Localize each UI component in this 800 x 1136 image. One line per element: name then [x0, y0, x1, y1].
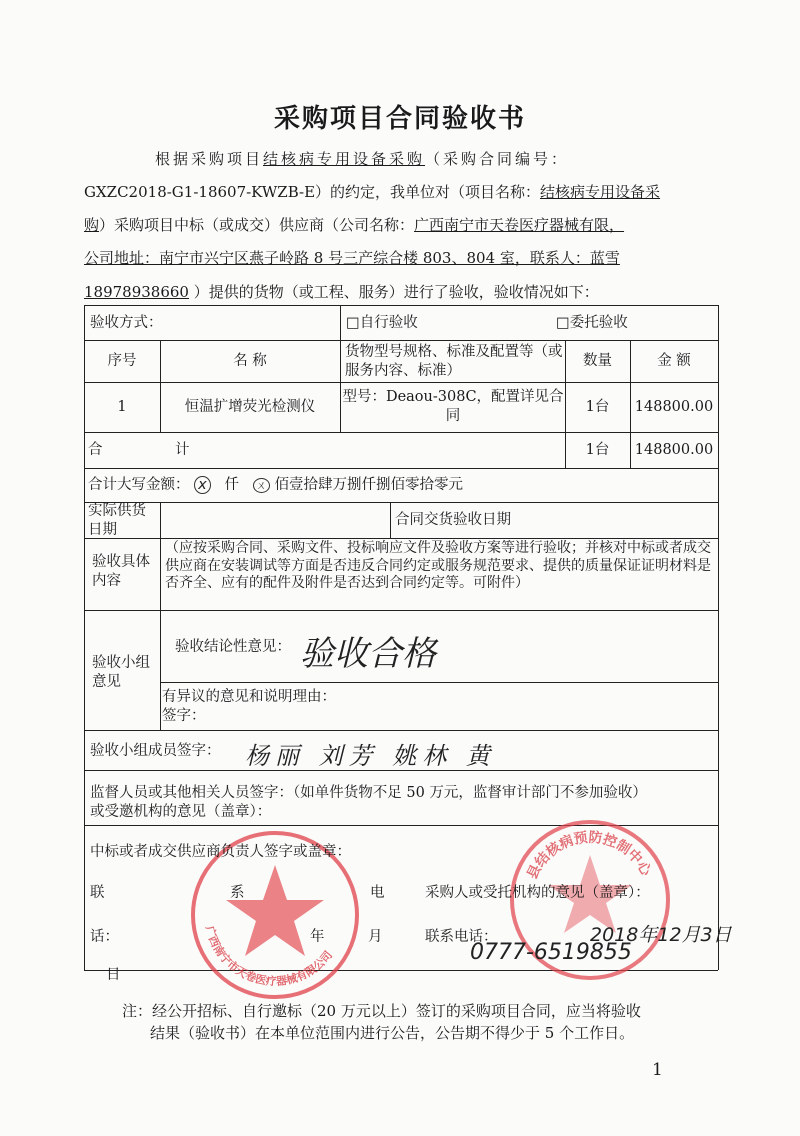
buyer-phone-label: 联系电话：: [425, 929, 498, 945]
page-title: 采购项目合同验收书: [273, 104, 526, 134]
contract-delivery-date-label: 合同交货验收日期: [395, 512, 511, 528]
year-label: 年: [310, 929, 325, 945]
objection-sign-label: 签字：: [162, 708, 206, 724]
row-spec: 型号：Deaou-308C，配置详见合同: [342, 389, 564, 424]
supplier-seal-name: 广西南宁市天卷医疗器械有限公司: [202, 924, 336, 989]
capital-amount: 合计大写金额： x 仟 ㄨ 佰壹拾肆万捌仟捌佰零拾零元: [88, 477, 463, 493]
content-label: 验收具体内容: [92, 554, 150, 589]
row-qty: 1台: [585, 399, 610, 415]
contact-char: 联: [90, 885, 105, 901]
intro-line-4: 公司地址：南宁市兴宁区燕子岭路 8 号三产综合楼 803、804 室，联系人：蓝雪: [84, 249, 620, 267]
intro-line-1: 根据采购项目结核病专用设备采购（采购合同编号：: [155, 150, 570, 168]
supervisor-text: 监督人员或其他相关人员签字：（如单件货物不足 50 万元，监督审计部门不参加验收）: [90, 785, 647, 801]
method-label: 验收方式：: [90, 315, 163, 331]
header-qty: 数量: [583, 353, 612, 369]
buyer-opinion-label: 采购人或受托机构的意见（盖章）：: [425, 885, 650, 901]
row-name: 恒温扩增荧光检测仪: [184, 399, 316, 415]
row-no: 1: [117, 399, 127, 415]
page-number: 1: [652, 1060, 663, 1080]
intro-line-2: GXZC2018-G1-18607-KWZB-E）的约定，我单位对（项目名称：结核病专用设备采: [84, 183, 661, 201]
objection-label: 有异议的意见和说明理由：: [162, 689, 336, 705]
conclusion-handwritten: 验收合格: [300, 634, 436, 674]
group-opinion-label: 验收小组意见: [92, 655, 150, 690]
header-no: 序号: [107, 353, 137, 369]
buyer-seal-name: 县结核病预防控制中心: [524, 829, 655, 882]
note-line-2: 结果（验收书）在本单位范围内进行公告，公告期不得少于 5 个工作日。: [150, 1024, 635, 1042]
contact-char: 系: [230, 885, 245, 901]
supervisor-text-2: 或受邀机构的意见（盖章）：: [90, 804, 272, 820]
members-sign-label: 验收小组成员签字：: [90, 743, 221, 759]
supplier-sign-label: 中标或者成交供应商负责人签字或盖章：: [90, 844, 351, 860]
total-qty: 1台: [585, 442, 610, 458]
note-line-1: 注：经公开招标、自行邀标（20 万元以上）签订的采购项目合同，应当将验收: [122, 1002, 641, 1020]
header-spec: 货物型号规格、标准及配置等（或服务内容、标准）: [345, 344, 563, 379]
intro-line-3: 购）采购项目中标（或成交）供应商（公司名称：广西南宁市天卷医疗器械有限，: [84, 216, 625, 234]
header-amount: 金 额: [657, 353, 691, 369]
month-label: 月: [368, 929, 383, 945]
intro-line-5: 18978938660 ）提供的货物（或工程、服务）进行了验收，验收情况如下：: [84, 283, 599, 301]
self-acceptance-checkbox[interactable]: □自行验收: [346, 315, 418, 331]
entrusted-acceptance-checkbox[interactable]: □委托验收: [556, 315, 628, 331]
contact-char: 话：: [90, 929, 119, 945]
row-amount: 148800.00: [634, 399, 714, 415]
buyer-phone-handwritten: 0777-6519855: [470, 940, 632, 965]
members-signatures: 杨丽 刘芳 姚林 黄: [245, 742, 496, 770]
content-text: （应按采购合同、采购文件、投标响应文件及验收方案等进行验收；并核对中标或者成交供应商在安装调试等方面是否违反合同约定或服务规范要求、提供的质量保证证明材料是否齐全、应有的配件及附件是否达到合同约定等。可附件）: [165, 540, 711, 591]
contact-char: 电: [370, 885, 385, 901]
conclusion-label: 验收结论性意见：: [175, 639, 291, 655]
day-label: 日: [106, 967, 121, 983]
total-amount: 148800.00: [634, 442, 714, 458]
header-name: 名 称: [233, 353, 267, 369]
buyer-date: 2018年12月3日: [590, 924, 732, 946]
total-label: 合 计: [88, 442, 190, 458]
actual-delivery-date-label: 实际供货日期: [88, 503, 146, 538]
